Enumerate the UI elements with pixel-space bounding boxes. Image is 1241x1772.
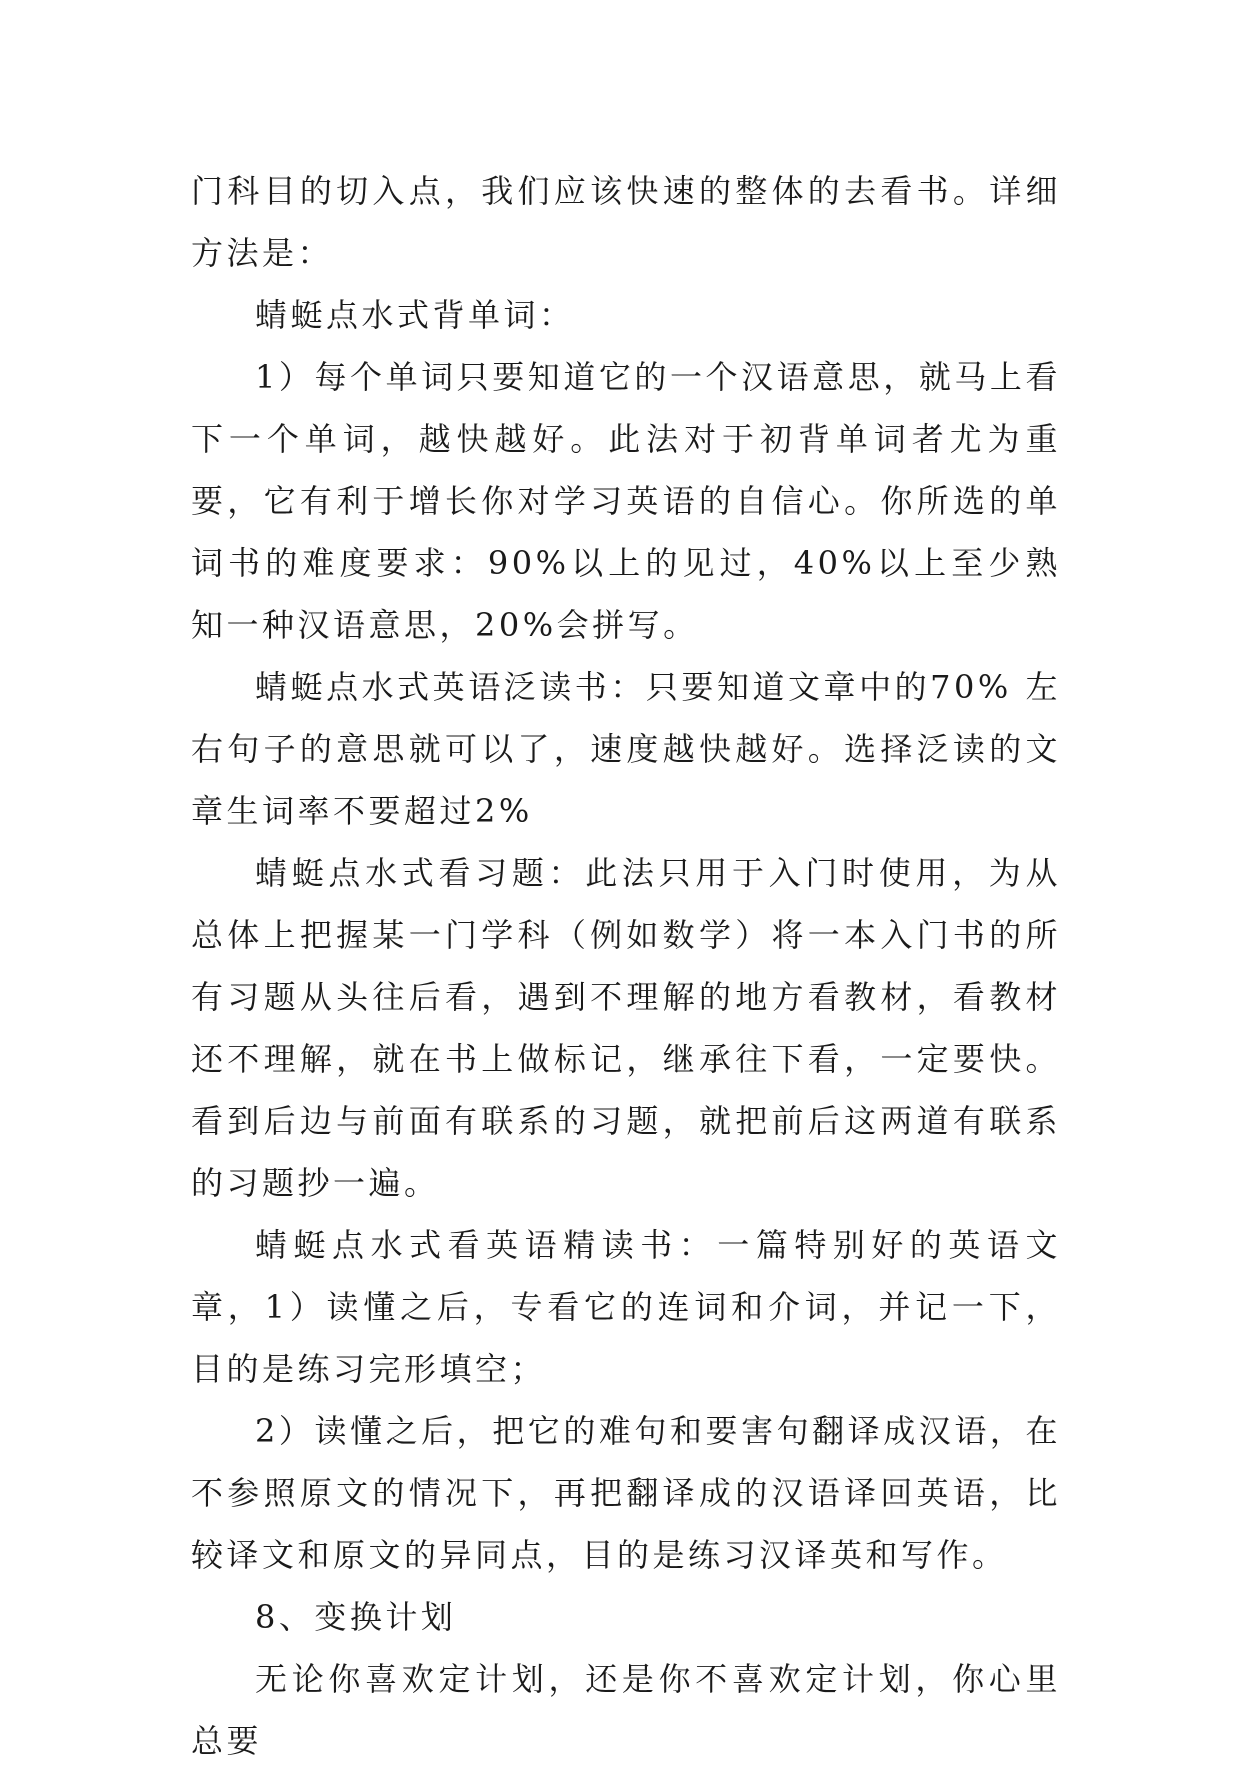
paragraph-4: 蜻蜓点水式英语泛读书：只要知道文章中的70% 左右句子的意思就可以了，速度越快越好。选择泛读的文章生词率不要超过2%	[191, 668, 1061, 830]
paragraph-1: 门科目的切入点，我们应该快速的整体的去看书。详细方法是：	[191, 172, 1061, 272]
paragraph-3: 1）每个单词只要知道它的一个汉语意思，就马上看下一个单词，越快越好。此法对于初背单词者尤为重要，它有利于增长你对学习英语的自信心。你所选的单词书的难度要求：90%以上的见过，40%以上至少熟知一种汉语意思，20%会拼写。	[191, 358, 1061, 644]
paragraph-6: 蜻蜓点水式看英语精读书：一篇特别好的英语文章，1）读懂之后，专看它的连词和介词，并记一下，目的是练习完形填空；	[191, 1226, 1061, 1388]
document-body	[191, 160, 1061, 1772]
paragraph-9: 无论你喜欢定计划，还是你不喜欢定计划，你心里总要	[191, 1660, 1061, 1760]
paragraph-2: 蜻蜓点水式背单词：	[255, 296, 575, 334]
paragraph-5: 蜻蜓点水式看习题：此法只用于入门时使用，为从总体上把握某一门学科（例如数学）将一本入门书的所有习题从头往后看，遇到不理解的地方看教材，看教材还不理解，就在书上做标记，继承往下看，一定要快。看到后边与前面有联系的习题，就把前后这两道有联系的习题抄一遍。	[191, 854, 1061, 1202]
paragraph-7: 2）读懂之后，把它的难句和要害句翻译成汉语，在不参照原文的情况下，再把翻译成的汉语译回英语，比较译文和原文的异同点，目的是练习汉译英和写作。	[191, 1412, 1061, 1574]
section-heading-8: 8、变换计划	[255, 1598, 457, 1636]
